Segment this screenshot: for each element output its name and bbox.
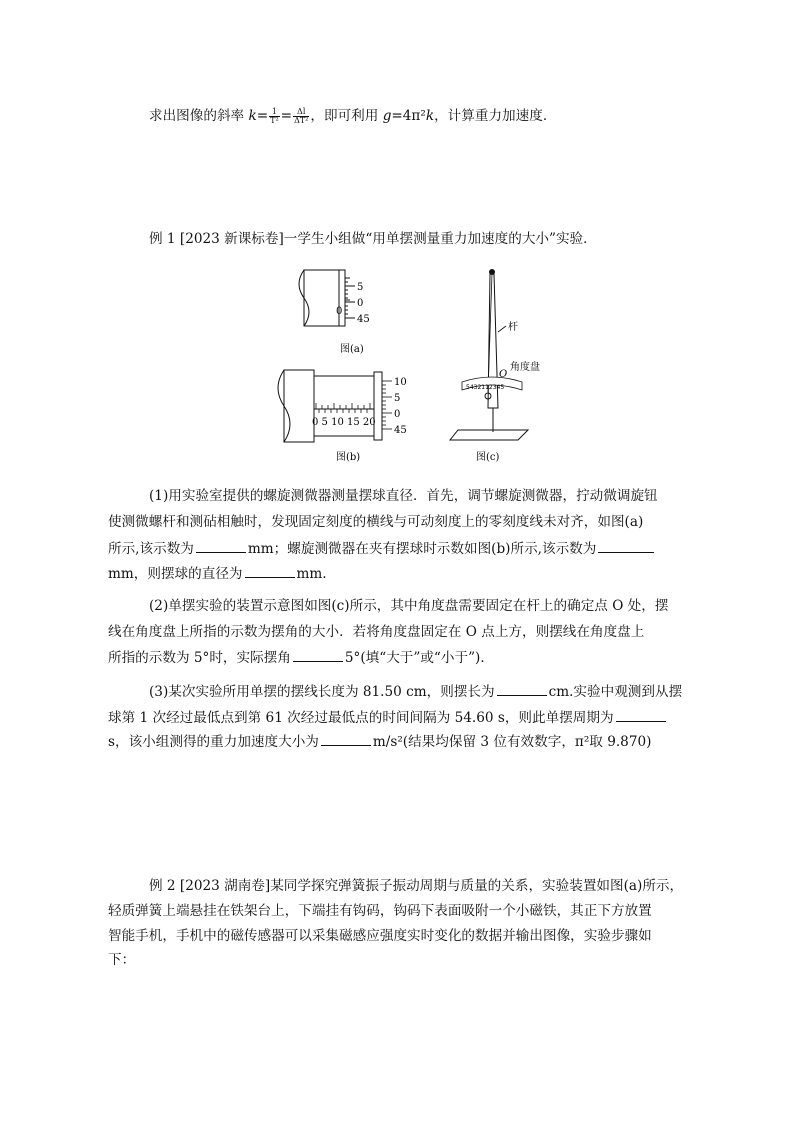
fig-a-tick-45: 45 bbox=[357, 314, 370, 325]
q3-line3 bbox=[108, 731, 651, 752]
fig-a-anvil bbox=[304, 270, 339, 326]
fraction-2-den: ΔT² bbox=[294, 116, 309, 125]
q2-line2: 线在角度盘上所指的示数为摆角的大小．若将角度盘固定在 O 点上方，则摆线在角度盘上 bbox=[108, 624, 645, 640]
fraction-1-num: 1 bbox=[269, 108, 280, 117]
fig-c-rod-label: 杆 bbox=[508, 322, 518, 333]
fig-c-caption: 图(c) bbox=[476, 452, 500, 463]
fraction-2-num: Δl bbox=[293, 108, 309, 117]
q3-line2-a: 球第 1 次经过最低点到第 61 次经过最低点的时间间隔为 54.60 s，则此单摆周期为 bbox=[108, 710, 614, 726]
q3-line1-a: (3)某次实验所用单摆的摆线长度为 81.50 cm，则摆长为 bbox=[149, 684, 495, 700]
fraction-1-den: T² bbox=[270, 116, 279, 125]
q2-line1: (2)单摆实验的装置示意图如图(c)所示，其中角度盘需要固定在杆上的确定点 O 处，摆 bbox=[149, 598, 669, 614]
fig-b-thimble bbox=[374, 372, 382, 440]
answer-blank-3[interactable] bbox=[245, 563, 295, 578]
q2-line3-b: 5°(填“大于”或“小于”)． bbox=[344, 650, 494, 666]
q1-line2: 使测微螺杆和测砧相触时，发现固定刻度的横线与可动刻度上的零刻度线未对齐，如图(a) bbox=[108, 514, 644, 530]
fraction-2 bbox=[293, 108, 309, 125]
figure-svg bbox=[270, 262, 540, 472]
answer-blank-1[interactable] bbox=[196, 538, 246, 553]
fig-b-tick-45: 45 bbox=[394, 425, 407, 436]
formula-mid: ，即可利用 bbox=[310, 108, 383, 124]
figure-c bbox=[450, 269, 540, 463]
example2-line1: 例 2 [2023 湖南卷]某同学探究弹簧振子振动周期与质量的关系，实验装置如图(a)所示， bbox=[149, 878, 684, 894]
figure-b bbox=[278, 370, 407, 463]
answer-blank-2[interactable] bbox=[598, 538, 654, 553]
answer-blank-5[interactable] bbox=[497, 681, 547, 696]
fig-c-disk-scale: 5432112345 bbox=[466, 384, 505, 391]
var-g: g bbox=[382, 108, 392, 124]
q3-line3-b: m/s²(结果均保留 3 位有效数字，π²取 9.870) bbox=[372, 734, 652, 750]
fig-c-disk-label: 角度盘 bbox=[510, 362, 540, 373]
fig-a-caption: 图(a) bbox=[340, 344, 364, 355]
example2-line4: 下： bbox=[108, 952, 136, 968]
formula-line bbox=[149, 106, 556, 126]
q3-line2 bbox=[108, 707, 668, 728]
q2-line3 bbox=[108, 647, 494, 668]
equals: = bbox=[256, 108, 269, 124]
g-expression: =4π² bbox=[391, 108, 426, 124]
fig-b-anvil bbox=[284, 370, 314, 442]
fig-b-tick-5: 5 bbox=[394, 393, 401, 404]
fig-a-zero: 0 bbox=[336, 306, 343, 317]
example2-line3: 智能手机，手机中的磁传感器可以采集磁感应强度实时变化的数据并输出图像，实验步骤如 bbox=[108, 928, 652, 944]
answer-blank-4[interactable] bbox=[293, 647, 343, 662]
figures bbox=[270, 262, 540, 472]
fig-b-tick-0: 0 bbox=[394, 409, 401, 420]
fig-a-thimble-ticks bbox=[345, 278, 355, 318]
q1-line4 bbox=[108, 563, 327, 584]
fig-a-tick-0: 0 bbox=[357, 298, 364, 309]
fraction-1 bbox=[269, 108, 280, 125]
var-k: k bbox=[248, 108, 257, 124]
figure-a bbox=[299, 270, 370, 355]
fig-c-base bbox=[450, 430, 528, 440]
q1-line3 bbox=[108, 538, 656, 559]
q1-line3-a: 所示,该示数为 bbox=[108, 541, 194, 557]
fig-c-point-o: O bbox=[499, 369, 508, 380]
fig-b-main-scale: 0 5 10 15 20 bbox=[312, 417, 376, 428]
example1-heading: 例 1 [2023 新课标卷]一学生小组做“用单摆测量重力加速度的大小”实验． bbox=[149, 231, 597, 247]
formula-prefix: 求出图像的斜率 bbox=[149, 108, 249, 124]
answer-blank-7[interactable] bbox=[321, 731, 371, 746]
q1-line4-a: mm，则摆球的直径为 bbox=[108, 566, 243, 582]
fig-b-thimble-ticks bbox=[382, 381, 392, 429]
fig-b-tick-10: 10 bbox=[394, 377, 407, 388]
q1-line4-b: mm. bbox=[296, 566, 327, 582]
q3-line3-a: s，该小组测得的重力加速度大小为 bbox=[108, 734, 319, 750]
fig-b-caption: 图(b) bbox=[336, 452, 361, 463]
fig-a-tick-5: 5 bbox=[357, 282, 364, 293]
q1-line3-b: mm；螺旋测微器在夹有摆球时示数如图(b)所示,该示数为 bbox=[247, 541, 597, 557]
q3-line1 bbox=[149, 681, 682, 702]
q1-line1: (1)用实验室提供的螺旋测微器测量摆球直径．首先，调节螺旋测微器，拧动微调旋钮 bbox=[149, 488, 658, 504]
var-k2: k bbox=[425, 108, 435, 124]
answer-blank-6[interactable] bbox=[616, 707, 666, 722]
fig-a-sleeve bbox=[339, 270, 345, 326]
fig-c-rod-leader bbox=[498, 326, 506, 332]
equals-2: = bbox=[280, 108, 293, 124]
fig-b-main-ticks bbox=[316, 403, 370, 413]
q2-line3-a: 所指的示数为 5°时，实际摆角 bbox=[108, 650, 291, 666]
q3-line1-b: cm.实验中观测到从摆 bbox=[548, 684, 683, 700]
example2-line2: 轻质弹簧上端悬挂在铁架台上，下端挂有钩码，钩码下表面吸附一个小磁铁，其正下方放置 bbox=[108, 903, 652, 919]
formula-suffix: ，计算重力加速度． bbox=[434, 108, 557, 124]
